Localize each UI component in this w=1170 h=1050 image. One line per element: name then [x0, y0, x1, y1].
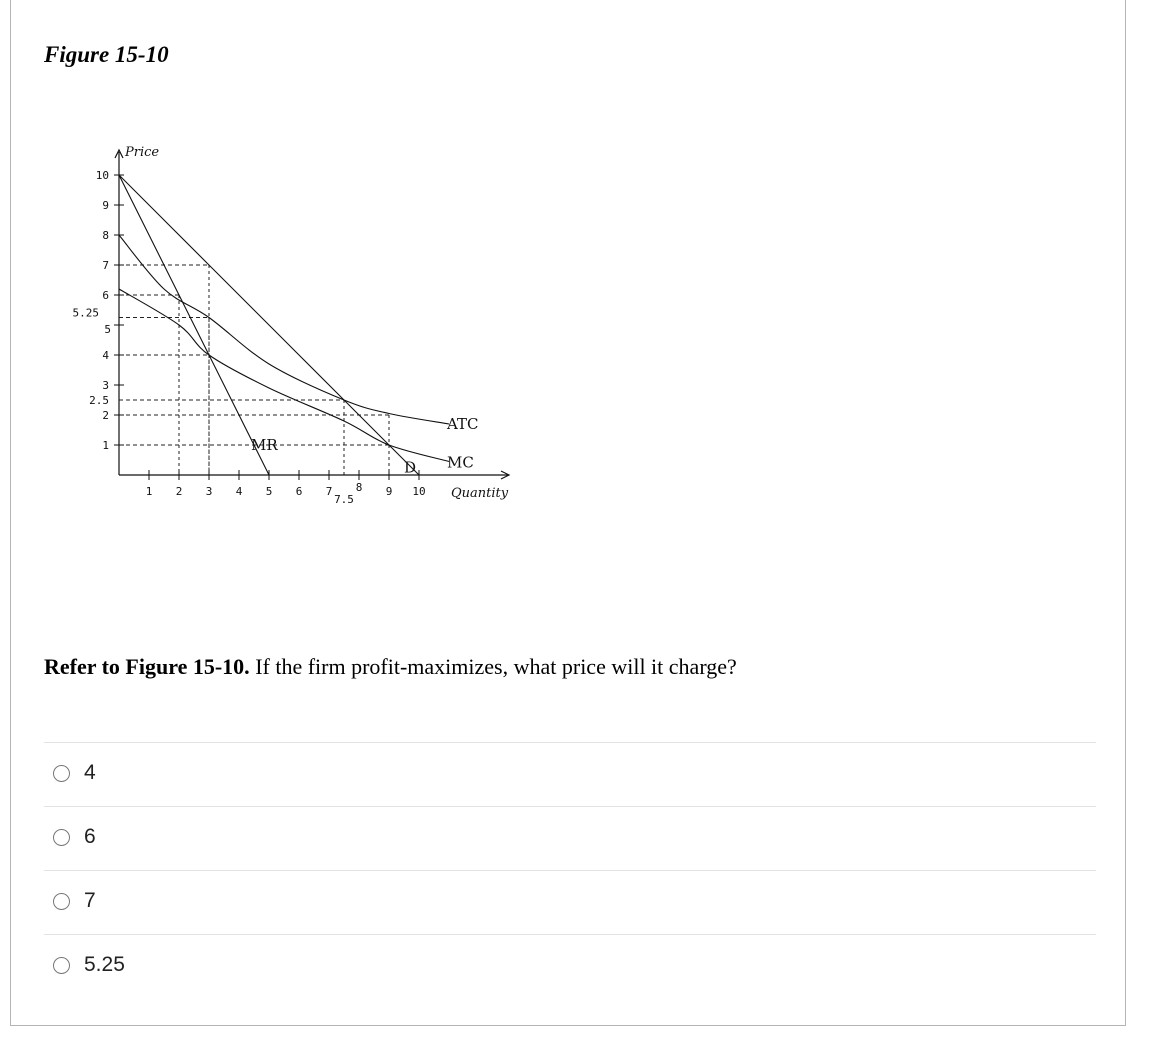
answer-label: 5.25: [84, 953, 125, 976]
x-tick-label: 5: [265, 485, 273, 498]
y-tick-label: 2.5: [89, 394, 109, 407]
x-tick-label: 3: [205, 485, 213, 498]
y-tick-label: 9: [102, 199, 109, 212]
x-tick-label: 4: [235, 485, 243, 498]
radio-button[interactable]: [53, 829, 70, 846]
y-tick-label: 4: [102, 349, 109, 362]
y-tick-label: 7: [102, 259, 109, 272]
curve-label-d: D: [403, 458, 417, 477]
curve-label-mr: MR: [251, 436, 278, 454]
economics-chart: [55, 140, 525, 520]
question-body: If the firm profit-maximizes, what price will it charge?: [249, 654, 737, 679]
answer-option[interactable]: [44, 742, 1096, 806]
y-tick-label: 6: [102, 289, 109, 302]
y-axis-label: Price: [125, 145, 160, 160]
y-tick-label: 10: [95, 169, 109, 182]
x-tick-label: 7.5: [334, 493, 354, 506]
chart-svg: [55, 140, 525, 520]
y-tick-label: 8: [102, 229, 109, 242]
x-tick-label: 2: [175, 485, 183, 498]
question-reference: Refer to Figure 15-10.: [44, 654, 250, 679]
answer-label: 6: [84, 825, 96, 848]
answer-label: 7: [84, 889, 96, 912]
radio-button[interactable]: [53, 893, 70, 910]
curve-label-mc: MC: [447, 453, 474, 472]
answer-option[interactable]: [44, 934, 1096, 998]
x-tick-label: 9: [385, 485, 393, 498]
question-card: [10, 0, 1126, 1026]
radio-button[interactable]: [53, 957, 70, 974]
x-tick-label: 7: [325, 485, 333, 498]
curve-label-atc: ATC: [447, 415, 479, 433]
curve-d: [119, 175, 419, 475]
y-tick-label: 1: [102, 439, 109, 452]
x-tick-label: 6: [295, 485, 303, 498]
question-text: [44, 654, 737, 680]
figure-title: Figure 15-10: [44, 42, 169, 67]
answer-option[interactable]: [44, 806, 1096, 870]
x-tick-label: 1: [145, 485, 153, 498]
curve-mc: [119, 289, 449, 462]
y-tick-label: 5: [104, 323, 111, 336]
x-tick-label: 8: [355, 481, 363, 494]
y-tick-label: 5.25: [72, 306, 99, 320]
y-tick-label: 2: [102, 409, 109, 422]
radio-button[interactable]: [53, 765, 70, 782]
x-axis-label: Quantity: [451, 486, 509, 501]
answer-option[interactable]: [44, 870, 1096, 934]
curve-mr: [119, 175, 269, 475]
answer-list: [44, 742, 1096, 998]
answer-label: 4: [84, 761, 96, 784]
x-tick-label: 10: [412, 485, 426, 498]
curve-atc: [119, 235, 449, 424]
y-tick-label: 3: [102, 379, 109, 392]
